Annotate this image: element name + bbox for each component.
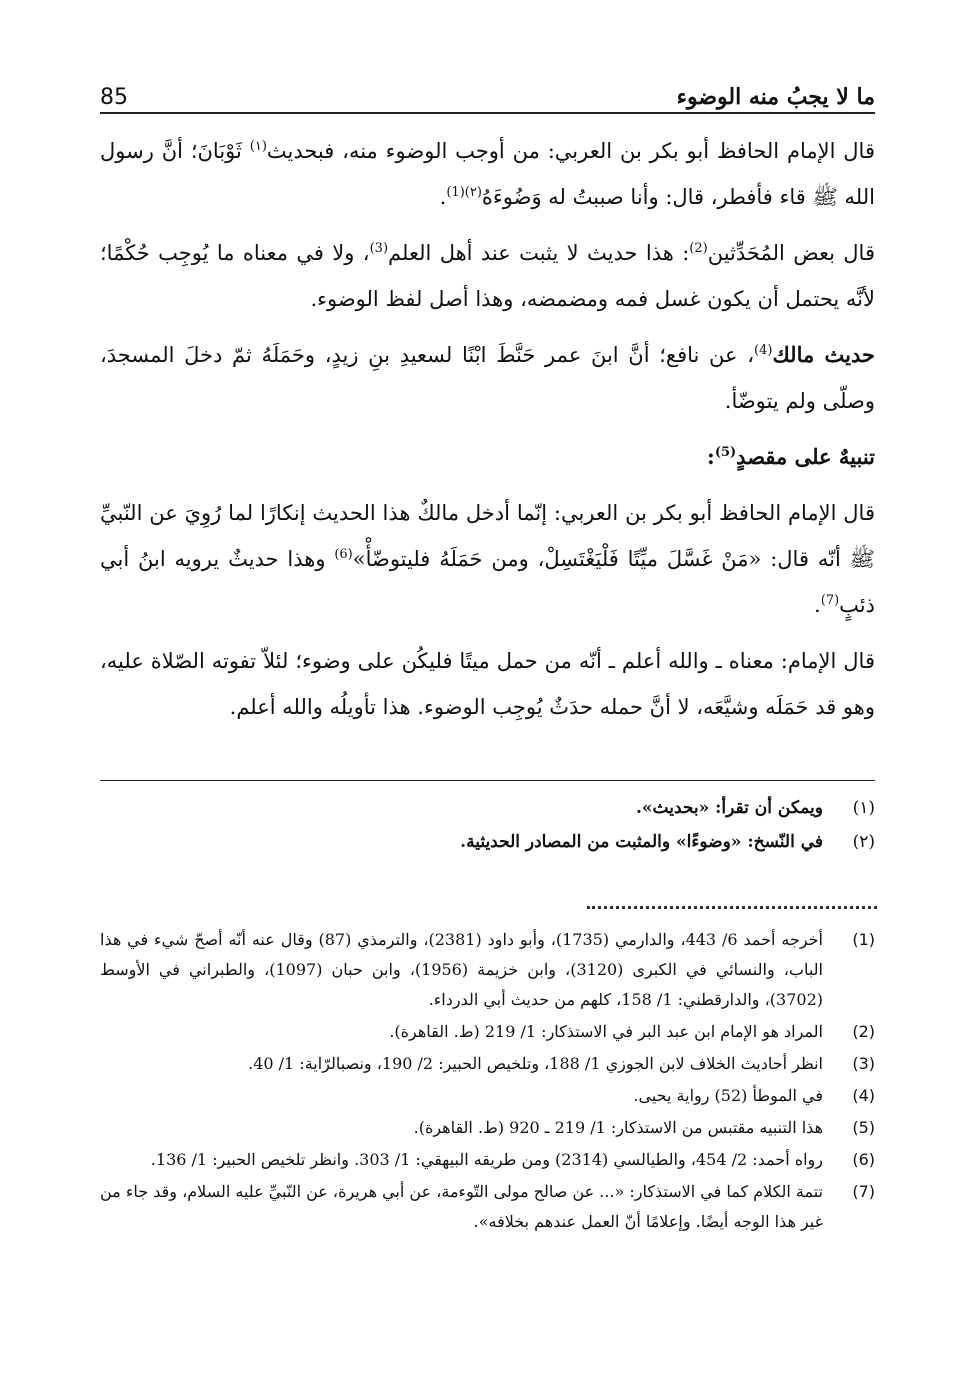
footnote	[100, 925, 875, 1015]
footnote-number: (3)	[852, 1054, 875, 1073]
paragraph-2-text-a: قال بعض المُحَدِّثين	[707, 241, 875, 265]
footnote	[100, 1017, 875, 1047]
manuscript-note	[100, 791, 875, 825]
paragraph-3	[100, 332, 875, 424]
footnote-number: (1)	[852, 930, 875, 949]
footnote-number: (4)	[852, 1086, 875, 1105]
footnote-text: رواه أحمد: 2/ 454، والطيالسي (2314) ومن طريقه البيهقي: 1/ 303. وانظر تلخيص الحبير: 1/ 136.	[150, 1150, 823, 1169]
manuscript-notes	[100, 780, 875, 859]
paragraph-5-text-c: .	[814, 593, 821, 617]
footnote-number: (2)	[852, 1022, 875, 1041]
note-marker: (٢)(1)	[446, 185, 482, 200]
footnote-text: المراد هو الإمام ابن عبد البر في الاستذكار: 1/ 219 (ط. القاهرة).	[389, 1022, 823, 1041]
note-marker: (7)	[820, 593, 840, 608]
paragraph-5-text-a: قال الإمام الحافظ أبو بكر بن العربي: إنّما أدخل مالكٌ هذا الحديث إنكارًا لما رُوِيَ عن النّبيِّ ﷺ أنّه قال: «مَنْ غَسَّلَ ميِّتًا فَلْيَغْتَسِلْ، ومن حَمَلَهُ فليتوضّأْ»	[100, 501, 875, 571]
manuscript-note	[100, 825, 875, 859]
note-text: في النّسخ: «وضوءًا» والمثبت من المصادر الحديثية.	[460, 832, 823, 852]
paragraph-6	[100, 638, 875, 730]
note-number: (١)	[852, 798, 875, 818]
footnote-text: تتمة الكلام كما في الاستذكار: «... عن صالح مولى التّوءمة، عن أبي هريرة، عن النّبيِّ عليه السلام، وقد جاء من غير هذا الوجه أيضًا. وإعلامًا أنّ العمل عندهم بخلافه».	[100, 1182, 823, 1231]
footnote-number: (5)	[852, 1118, 875, 1137]
note-number: (٢)	[852, 832, 875, 852]
footnote-text: انظر أحاديث الخلاف لابن الجوزي 1/ 188، وتلخيص الحبير: 2/ 190، ونصبالرّاية: 1/ 40.	[248, 1054, 823, 1073]
footnote-text: هذا التنبيه مقتبس من الاستذكار: 1/ 219 ـ 920 (ط. القاهرة).	[413, 1118, 823, 1137]
footnote	[100, 1081, 875, 1111]
paragraph-2	[100, 230, 875, 322]
section-heading-colon: :	[707, 444, 715, 469]
footnote-number: (7)	[852, 1182, 875, 1201]
paragraph-2-text-c: ، ولا في معناه ما يُوجِب حُكْمًا؛ لأنَّه يحتمل أن يكون غسل فمه ومضمضه، وهذا أصل لفظ الوضوء.	[100, 241, 875, 311]
page-header	[100, 70, 875, 114]
section-heading-text: تنبيهٌ على مقصدٍ	[736, 444, 875, 469]
footnote-number: (6)	[852, 1150, 875, 1169]
footnote-text: أخرجه أحمد 6/ 443، والدارمي (1735)، وأبو داود (2381)، والترمذي (87) وقال عنه أنّه أصحّ شيء في هذا الباب، والنسائي في الكبرى (3120)، وابن خزيمة (1956)، وابن حبان (1097)، والطبراني في الأوسط (3702)، والدارقطني: 1/ 158، كلهم من حديث أبي الدرداء.	[100, 930, 824, 1009]
paragraph-5-text-b: وهذا حديثٌ يرويه ابنُ أبي ذئبٍ	[100, 547, 875, 617]
note-marker: (2)	[689, 241, 708, 256]
note-marker: (١)	[249, 139, 267, 154]
footnote-text: في الموطأ (52) رواية يحيى.	[633, 1086, 823, 1105]
note-marker: (3)	[369, 241, 389, 256]
footnote	[100, 1049, 875, 1079]
running-title: ما لا يجبُ منه الوضوء	[676, 84, 875, 110]
paragraph-1-text-a: قال الإمام الحافظ أبو بكر بن العربي: من أوجب الوضوء منه، فبحديث	[266, 139, 875, 163]
note-marker: (6)	[334, 547, 353, 562]
paragraph-5	[100, 490, 875, 628]
paragraph-1	[100, 128, 875, 220]
paragraph-1-text-b: ثَوْبَانَ؛ أنَّ رسول الله ﷺ قاء فأفطر، قال: وأنا صببتُ له وَضُوءَهُ	[100, 139, 875, 209]
paragraph-6-text: قال الإمام: معناه ـ والله أعلم ـ أنّه من حمل ميتًا فليكُن على وضوء؛ لئلاّ تفوته الصّلاة عليه، وهو قد حَمَلَه وشيَّعَه، لا أنَّ حمله حدَثٌ يُوجِب الوضوء. هذا تأويلُه والله أعلم.	[100, 649, 875, 719]
dotted-separator	[587, 906, 877, 909]
paragraph-1-text-c: .	[439, 185, 447, 209]
note-marker: (4)	[754, 343, 773, 358]
section-heading	[100, 434, 875, 480]
paragraph-2-text-b: : هذا حديث لا يثبت عند أهل العلم	[388, 241, 690, 265]
note-marker: (5)	[714, 445, 737, 460]
paragraph-3-text: ، عن نافع؛ أنَّ ابنَ عمر حَنَّطَ ابْنًا لسعيدِ بنِ زيدٍ، وحَمَلَهُ ثمّ دخلَ المسجدَ، وصلّى ولم يتوضّأ.	[100, 343, 875, 413]
paragraph-3-lead: حديث مالك	[772, 342, 875, 367]
main-text	[100, 128, 875, 740]
footnote	[100, 1177, 875, 1237]
footnote	[100, 1113, 875, 1143]
footnote	[100, 1145, 875, 1175]
note-text: ويمكن أن تقرأ: «بحديث».	[636, 798, 823, 818]
footnotes	[100, 925, 875, 1239]
page-number: 85	[100, 85, 128, 110]
